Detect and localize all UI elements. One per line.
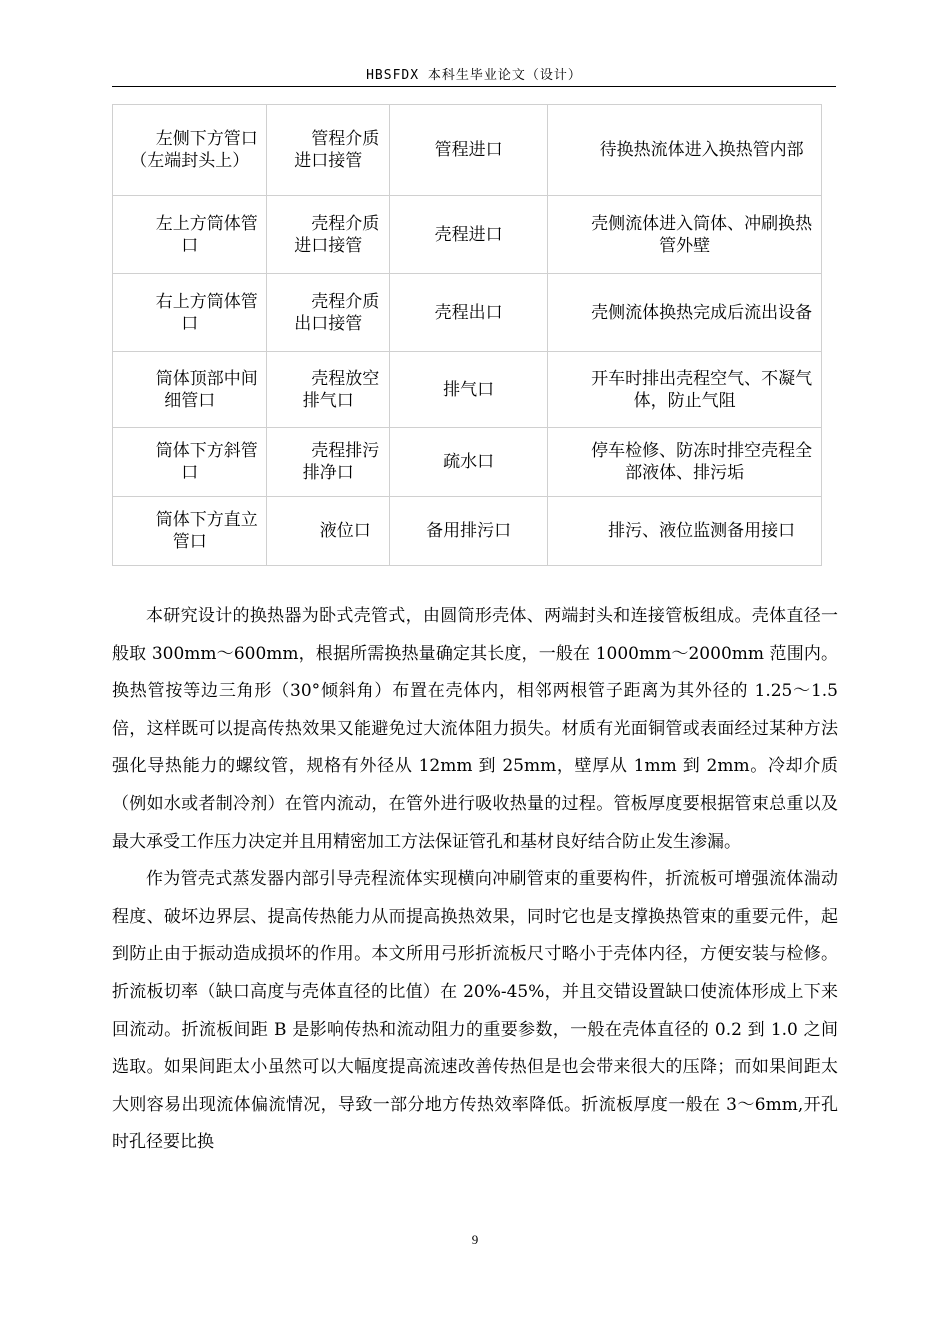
paragraph: 本研究设计的换热器为卧式壳管式，由圆筒形壳体、两端封头和连接管板组成。壳体直径一般取 300mm～600mm，根据所需换热量确定其长度，一般在 1000mm～2000mm 范围内。换热管按等边三角形（30°倾斜角）布置在壳体内，相邻两根管子距离为其外径的 1.25～1.5 倍，这样既可以提高传热效果又能避免过大流体阻力损失。材质有光面铜管或表面经过某种方法强化导热能力的螺纹管，规格有外径从 12mm 到 25mm，壁厚从 1mm 到 2mm。冷却介质（例如水或者制冷剂）在管内流动，在管外进行吸收热量的过程。管板厚度要根据管束总重以及最大承受工作压力决定并且用精密加工方法保证管孔和基材良好结合防止发生渗漏。 xyxy=(112,606,838,852)
page-header: HBSFDX 本科生毕业论文（设计） xyxy=(366,68,582,83)
table-cell-position: 筒体下方直立管口 xyxy=(113,497,267,566)
table-cell-function: 备用排污口 xyxy=(390,497,548,566)
table-cell-position: 左侧下方管口（左端封头上） xyxy=(113,105,267,196)
table-cell-function: 管程进口 xyxy=(390,105,548,196)
table-row xyxy=(113,497,822,566)
table-cell-name: 壳程介质进口接管 xyxy=(267,196,390,274)
table-cell-function: 壳程进口 xyxy=(390,196,548,274)
table-row xyxy=(113,428,822,497)
table-cell-function: 壳程出口 xyxy=(390,274,548,352)
table-cell-description: 壳侧流体换热完成后流出设备 xyxy=(548,274,822,352)
body-text xyxy=(112,598,838,1162)
table-cell-description: 排污、液位监测备用接口 xyxy=(548,497,822,566)
paragraph: 作为管壳式蒸发器内部引导壳程流体实现横向冲刷管束的重要构件，折流板可增强流体湍动程度、破坏边界层、提高传热能力从而提高换热效果，同时它也是支撑换热管束的重要元件，起到防止由于振动造成损坏的作用。本文所用弓形折流板尺寸略小于壳体内径，方便安装与检修。折流板切率（缺口高度与壳体直径的比值）在 20%-45%，并且交错设置缺口使流体形成上下来回流动。折流板间距 B 是影响传热和流动阻力的重要参数，一般在壳体直径的 0.2 到 1.0 之间选取。如果间距太小虽然可以大幅度提高流速改善传热但是也会带来很大的压降；而如果间距太大则容易出现流体偏流情况，导致一部分地方传热效率降低。折流板厚度一般在 3～6mm,开孔时孔径要比换 xyxy=(112,869,838,1153)
table-cell-name: 液位口 xyxy=(267,497,390,566)
table-row xyxy=(113,196,822,274)
table-cell-description: 开车时排出壳程空气、不凝气体，防止气阻 xyxy=(548,352,822,428)
table-cell-name: 管程介质进口接管 xyxy=(267,105,390,196)
table-cell-position: 筒体下方斜管口 xyxy=(113,428,267,497)
table-cell-position: 右上方筒体管口 xyxy=(113,274,267,352)
nozzle-table xyxy=(112,104,822,566)
table-cell-name: 壳程排污排净口 xyxy=(267,428,390,497)
table-cell-name: 壳程放空排气口 xyxy=(267,352,390,428)
table-cell-function: 疏水口 xyxy=(390,428,548,497)
table-cell-description: 待换热流体进入换热管内部 xyxy=(548,105,822,196)
header-rule xyxy=(112,86,836,87)
table-row xyxy=(113,105,822,196)
table-row xyxy=(113,274,822,352)
table-row xyxy=(113,352,822,428)
table-cell-position: 左上方筒体管口 xyxy=(113,196,267,274)
table-cell-position: 筒体顶部中间细管口 xyxy=(113,352,267,428)
table-cell-description: 壳侧流体进入筒体、冲刷换热管外壁 xyxy=(548,196,822,274)
table-cell-description: 停车检修、防冻时排空壳程全部液体、排污垢 xyxy=(548,428,822,497)
table-cell-function: 排气口 xyxy=(390,352,548,428)
table-cell-name: 壳程介质出口接管 xyxy=(267,274,390,352)
page-number: 9 xyxy=(471,1232,479,1247)
